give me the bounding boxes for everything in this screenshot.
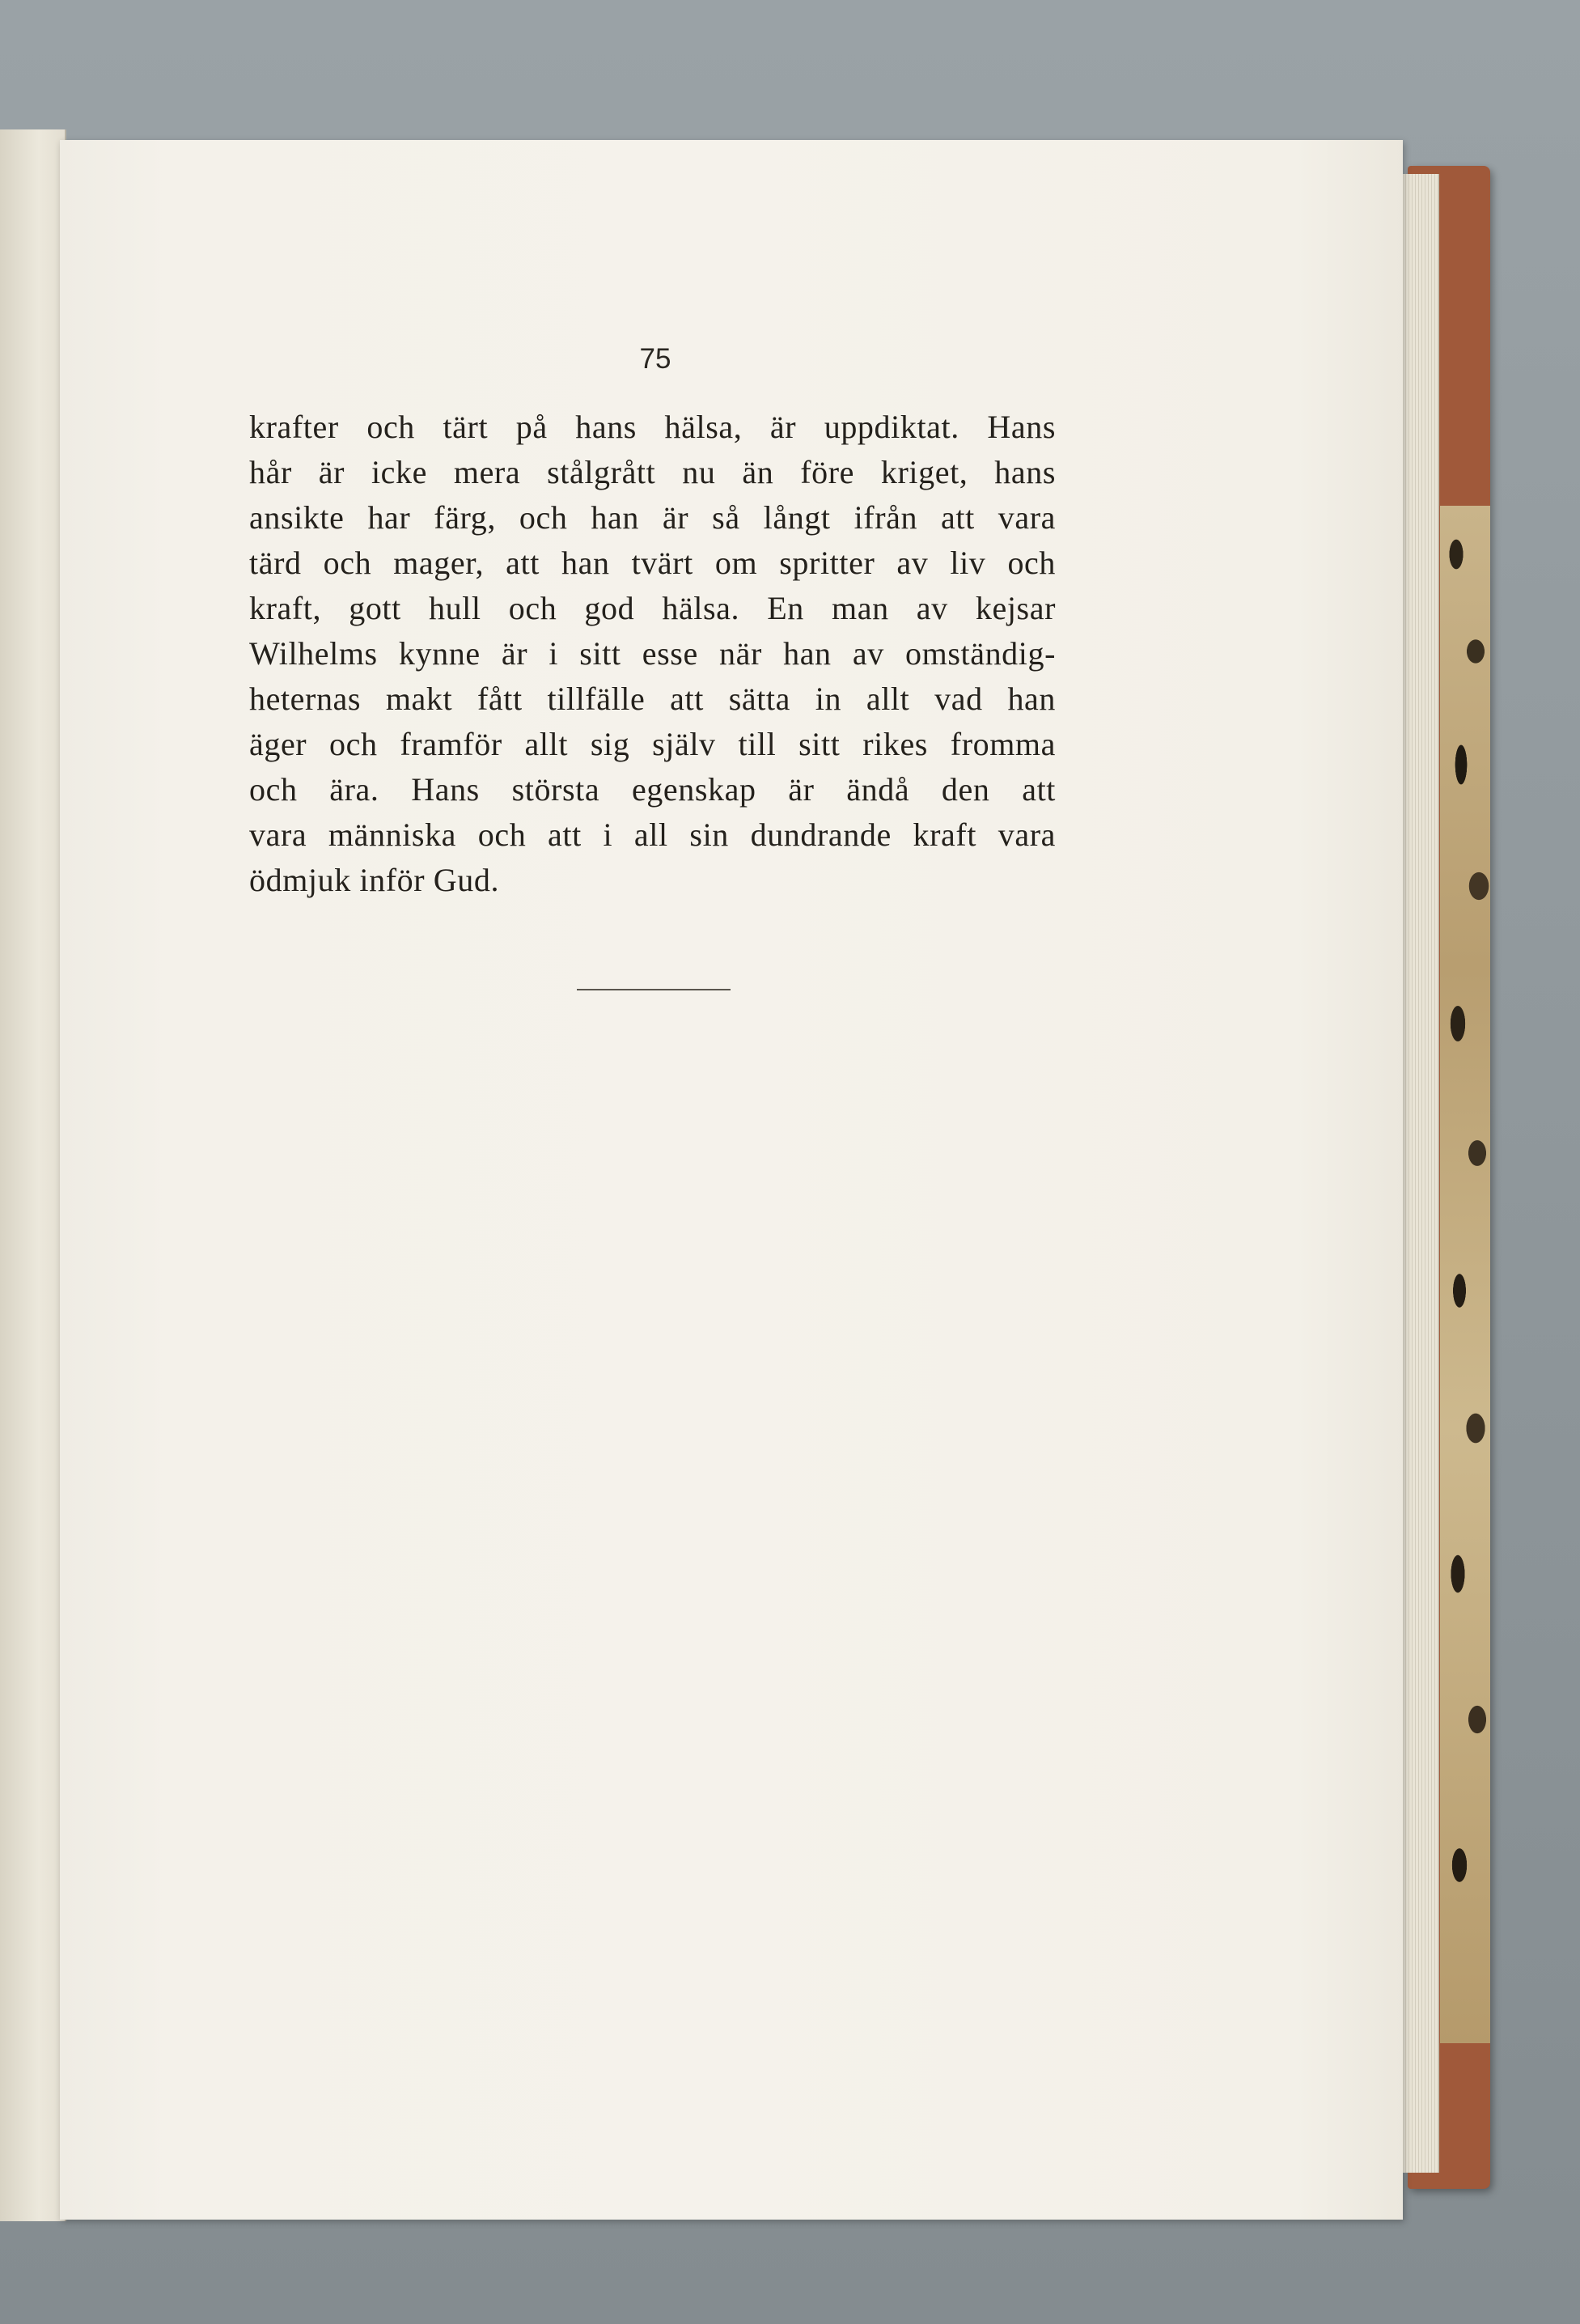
text-line: heternas makt fått tillfälle att sätta in allt vad han bbox=[249, 681, 1056, 717]
text-line: och ära. Hans största egenskap är ändå den att bbox=[249, 771, 1056, 808]
text-line: kraft, gott hull och god hälsa. En man av kejsar bbox=[249, 590, 1056, 626]
text-line: krafter och tärt på hans hälsa, är uppdiktat. Hans bbox=[249, 409, 1056, 445]
text-line: tärd och mager, att han tvärt om spritter av liv och bbox=[249, 545, 1056, 581]
text-line: äger och framför allt sig själv till sitt rikes fromma bbox=[249, 726, 1056, 762]
text-line: ödmjuk inför Gud. bbox=[249, 862, 500, 898]
body-text bbox=[249, 405, 1056, 903]
text-line: Wilhelms kynne är i sitt esse när han av omständig- bbox=[249, 635, 1056, 672]
text-line: ansikte har färg, och han är så långt ifrån att vara bbox=[249, 499, 1056, 536]
facing-page-edge bbox=[0, 129, 66, 2221]
page-number: 75 bbox=[639, 343, 671, 375]
marbled-cover-pattern bbox=[1440, 506, 1490, 2043]
text-line: hår är icke mera stålgrått nu än före kriget, hans bbox=[249, 454, 1056, 490]
page-edges bbox=[1400, 174, 1439, 2173]
text-line: vara människa och att i all sin dundrande kraft vara bbox=[249, 816, 1056, 853]
section-divider bbox=[577, 989, 731, 990]
